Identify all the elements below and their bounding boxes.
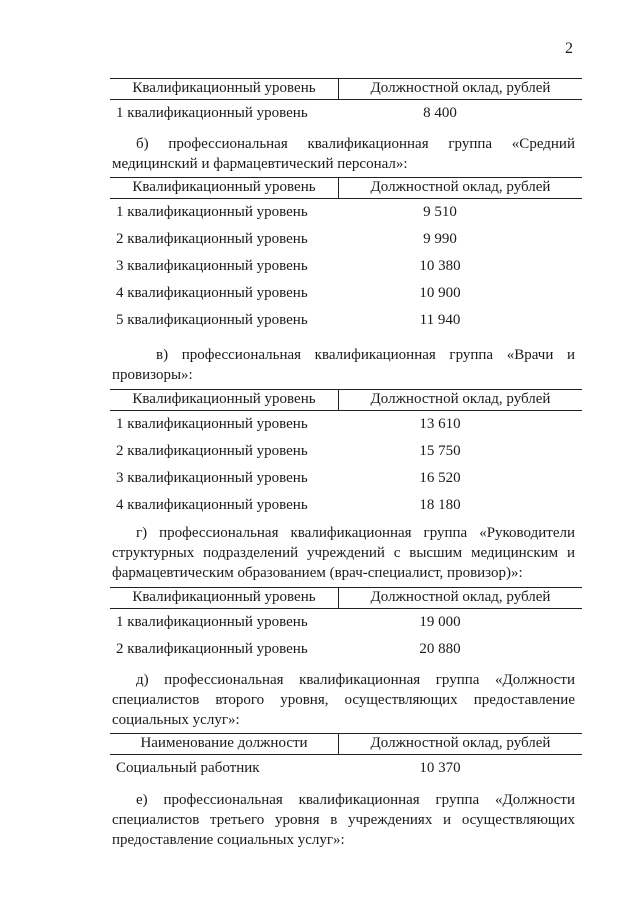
column-header-salary: Должностной оклад, рублей <box>370 179 551 195</box>
paragraph-line: е) профессиональная квалификационная группа «Должности <box>136 792 575 808</box>
salary-table-a <box>110 78 582 127</box>
table-row <box>110 609 582 636</box>
column-header-level: Квалификационный уровень <box>132 391 316 407</box>
paragraph-line: специалистов третьего уровня в учреждениях и осуществляющих <box>112 812 575 828</box>
level-cell: 3 квалификационный уровень <box>116 258 308 274</box>
column-header-salary: Должностной оклад, рублей <box>370 80 551 96</box>
table-row <box>110 226 582 253</box>
salary-cell: 9 510 <box>423 204 457 220</box>
level-cell: 2 квалификационный уровень <box>116 443 308 459</box>
table-row <box>110 307 582 334</box>
level-cell: 3 квалификационный уровень <box>116 470 308 486</box>
level-cell: 1 квалификационный уровень <box>116 416 308 432</box>
table-header <box>110 733 582 755</box>
level-cell: 1 квалификационный уровень <box>116 614 308 630</box>
paragraph-line: д) профессиональная квалификационная группа «Должности <box>136 672 575 688</box>
paragraph-line: медицинский и фармацевтический персонал»: <box>112 156 408 172</box>
paragraph-line: в) профессиональная квалификационная группа «Врачи и <box>156 347 575 363</box>
salary-cell: 8 400 <box>423 105 457 121</box>
paragraph-line: предоставление социальных услуг»: <box>112 832 345 848</box>
salary-table-v <box>110 389 582 519</box>
paragraph-line: б) профессиональная квалификационная группа «Средний <box>136 136 575 152</box>
salary-cell: 10 380 <box>419 258 461 274</box>
table-row <box>110 253 582 280</box>
column-header-salary: Должностной оклад, рублей <box>370 735 551 751</box>
salary-cell: 19 000 <box>419 614 461 630</box>
level-cell: 4 квалификационный уровень <box>116 497 308 513</box>
table-row <box>110 755 582 782</box>
paragraph-g <box>112 523 575 583</box>
table-header <box>110 78 582 100</box>
paragraph-v <box>112 345 575 385</box>
level-cell: 2 квалификационный уровень <box>116 641 308 657</box>
table-header <box>110 177 582 199</box>
page-number: 2 <box>565 40 573 57</box>
table-header <box>110 389 582 411</box>
table-row <box>110 411 582 438</box>
salary-cell: 9 990 <box>423 231 457 247</box>
table-row <box>110 280 582 307</box>
column-header-level: Квалификационный уровень <box>132 80 316 96</box>
table-row <box>110 492 582 519</box>
level-cell: 5 квалификационный уровень <box>116 312 308 328</box>
paragraph-line: специалистов второго уровня, осуществляющих предоставление <box>112 692 575 708</box>
paragraph-line: провизоры»: <box>112 367 193 383</box>
salary-cell: 13 610 <box>419 416 461 432</box>
paragraph-line: социальных услуг»: <box>112 712 240 728</box>
table-row <box>110 438 582 465</box>
salary-cell: 10 370 <box>419 760 461 776</box>
paragraph-e <box>112 790 575 850</box>
table-row <box>110 199 582 226</box>
column-header-name: Наименование должности <box>140 735 308 751</box>
table-row <box>110 465 582 492</box>
table-header <box>110 587 582 609</box>
table-row <box>110 636 582 663</box>
paragraph-line: структурных подразделений учреждений с высшим медицинским и <box>112 545 575 561</box>
paragraph-line: фармацевтическим образованием (врач-специалист, провизор)»: <box>112 565 523 581</box>
salary-cell: 11 940 <box>419 312 461 328</box>
table-row <box>110 100 582 127</box>
column-header-salary: Должностной оклад, рублей <box>370 391 551 407</box>
salary-cell: 16 520 <box>419 470 461 486</box>
salary-cell: 15 750 <box>419 443 461 459</box>
salary-cell: 10 900 <box>419 285 461 301</box>
level-cell: 1 квалификационный уровень <box>116 105 308 121</box>
level-cell: 1 квалификационный уровень <box>116 204 308 220</box>
salary-table-d <box>110 733 582 782</box>
paragraph-d <box>112 670 575 730</box>
position-cell: Социальный работник <box>116 760 260 776</box>
salary-cell: 20 880 <box>419 641 461 657</box>
column-header-salary: Должностной оклад, рублей <box>370 589 551 605</box>
paragraph-line: г) профессиональная квалификационная группа «Руководители <box>136 525 575 541</box>
salary-table-b <box>110 177 582 334</box>
column-header-level: Квалификационный уровень <box>132 179 316 195</box>
paragraph-b <box>112 134 575 174</box>
salary-table-g <box>110 587 582 663</box>
level-cell: 2 квалификационный уровень <box>116 231 308 247</box>
column-header-level: Квалификационный уровень <box>132 589 316 605</box>
level-cell: 4 квалификационный уровень <box>116 285 308 301</box>
salary-cell: 18 180 <box>419 497 461 513</box>
